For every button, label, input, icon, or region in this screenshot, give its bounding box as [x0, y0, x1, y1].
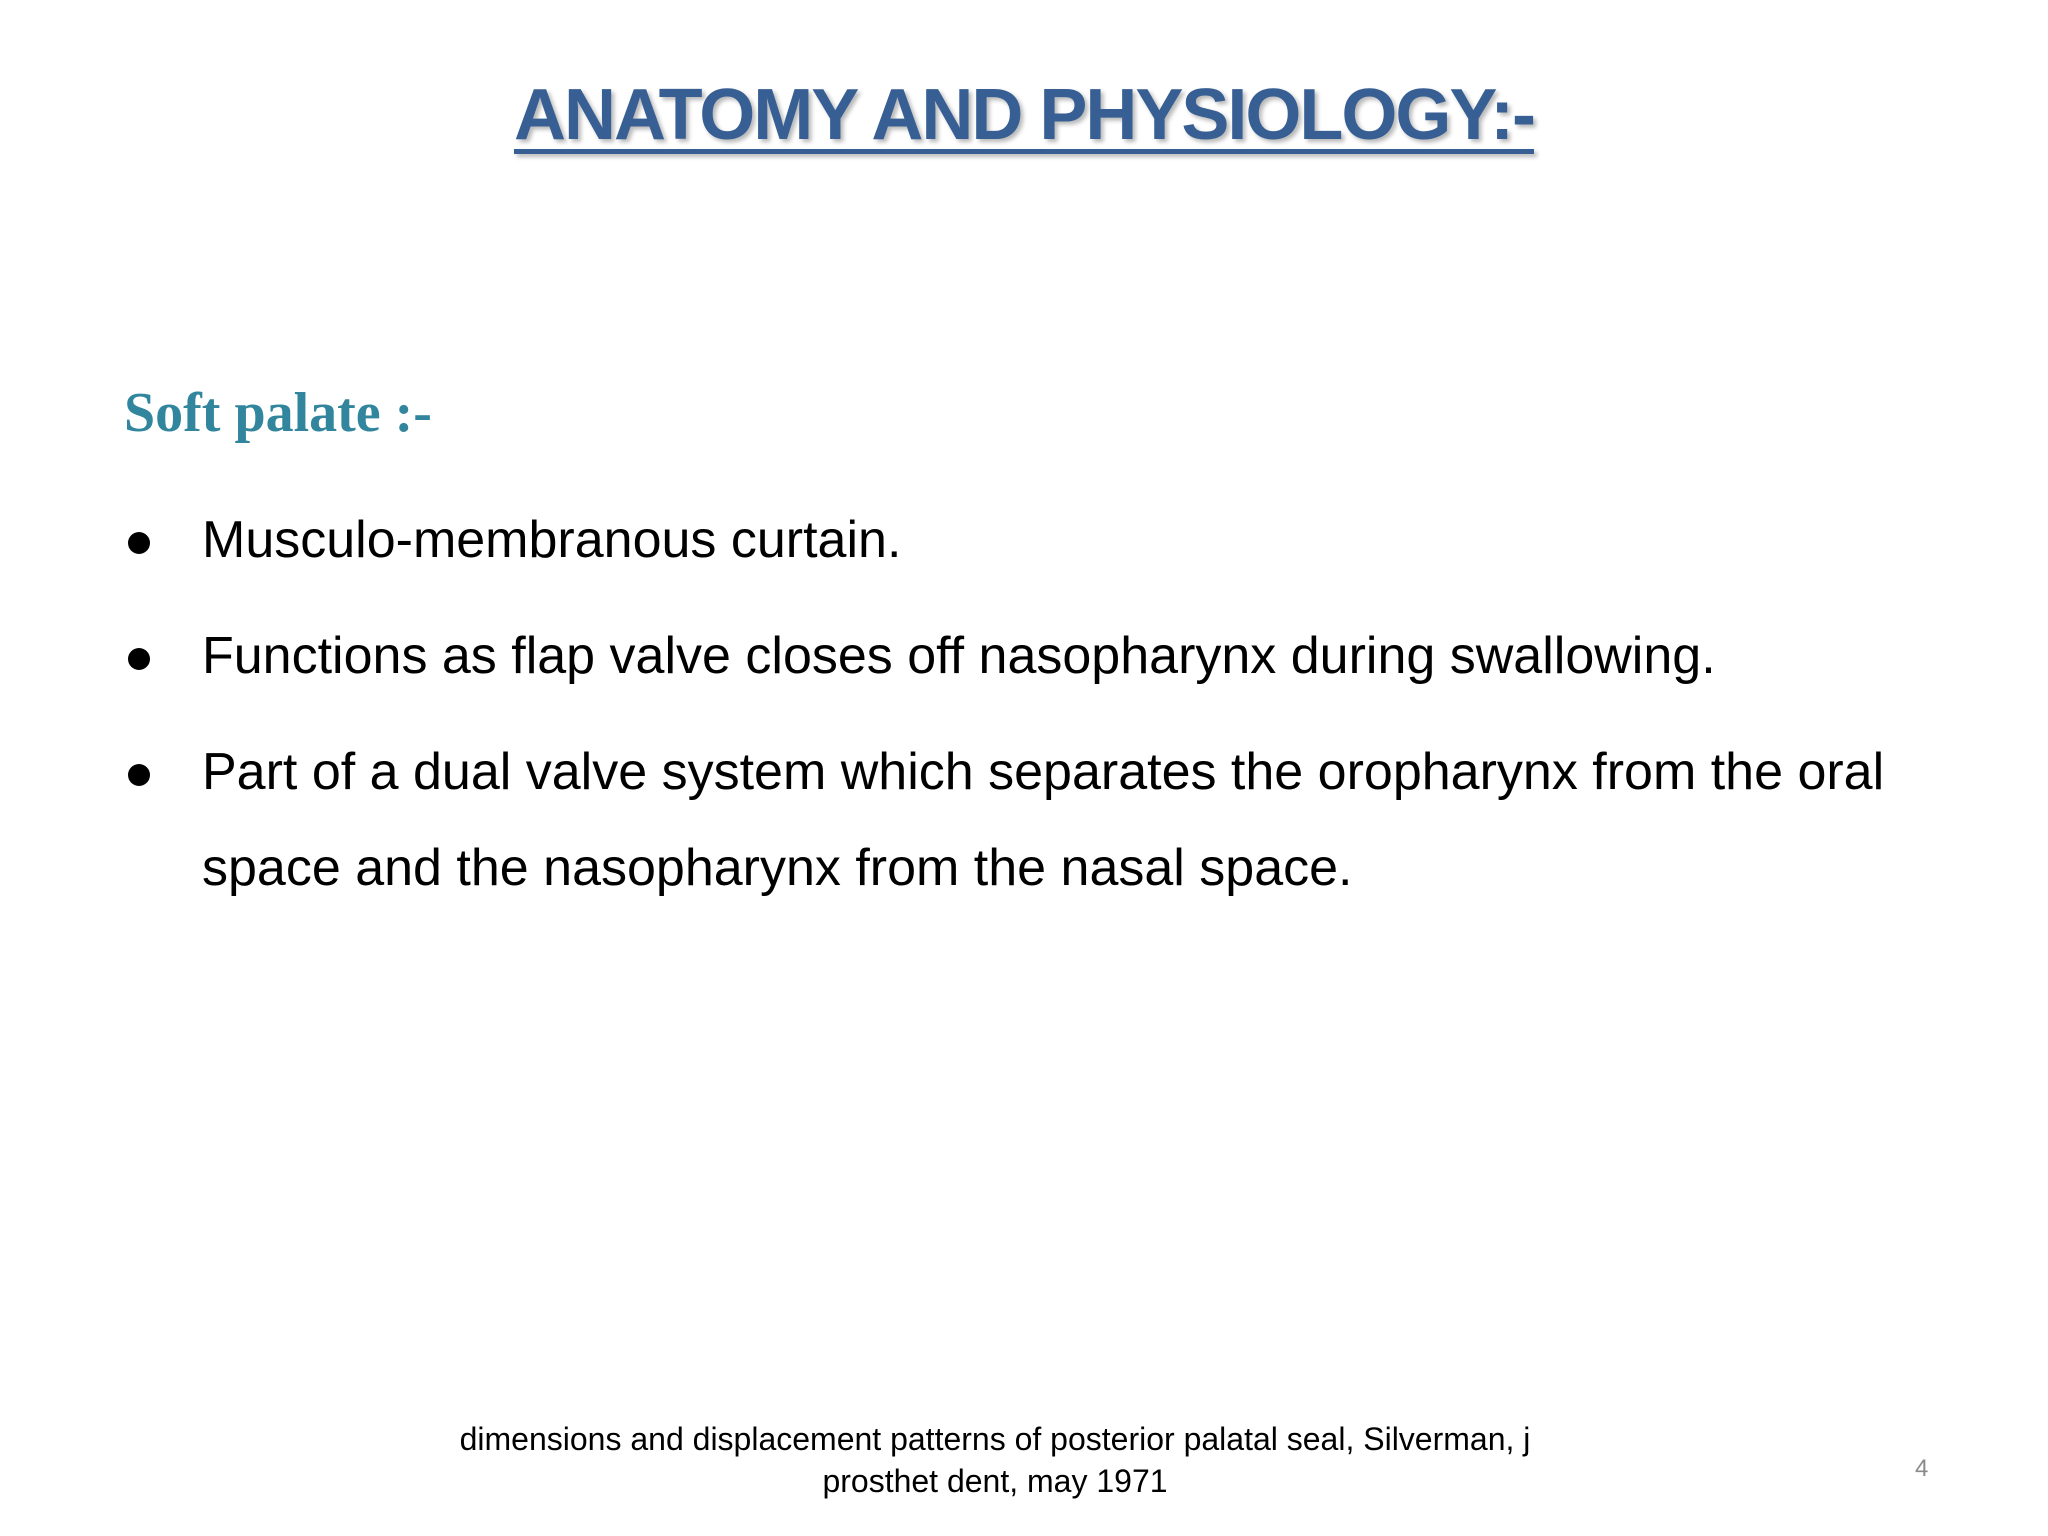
section-heading: Soft palate :- — [124, 382, 432, 444]
bullet-item — [124, 724, 1924, 916]
bullet-dot-icon — [128, 532, 150, 554]
bullet-item — [124, 608, 1924, 704]
bullet-text: Functions as flap valve closes off nasopharynx during swallowing. — [202, 627, 1716, 685]
page-number: 4 — [1915, 1455, 1929, 1482]
citation — [0, 1420, 1990, 1500]
slide-title — [0, 72, 2048, 158]
slide-title-text: ANATOMY AND PHYSIOLOGY:- — [513, 75, 1535, 155]
bullet-dot-icon — [128, 764, 150, 786]
bullet-text: Musculo-membranous curtain. — [202, 511, 902, 569]
citation-line-1: dimensions and displacement patterns of posterior palatal seal, Silverman, j — [459, 1421, 1531, 1457]
citation-line-2: prosthet dent, may 1971 — [822, 1463, 1168, 1499]
bullet-text: Part of a dual valve system which separates the oropharynx from the oral space and the nasopharynx from the nasal space. — [202, 743, 1885, 897]
bullet-list — [124, 492, 1924, 936]
bullet-dot-icon — [128, 648, 150, 670]
bullet-item — [124, 492, 1924, 588]
